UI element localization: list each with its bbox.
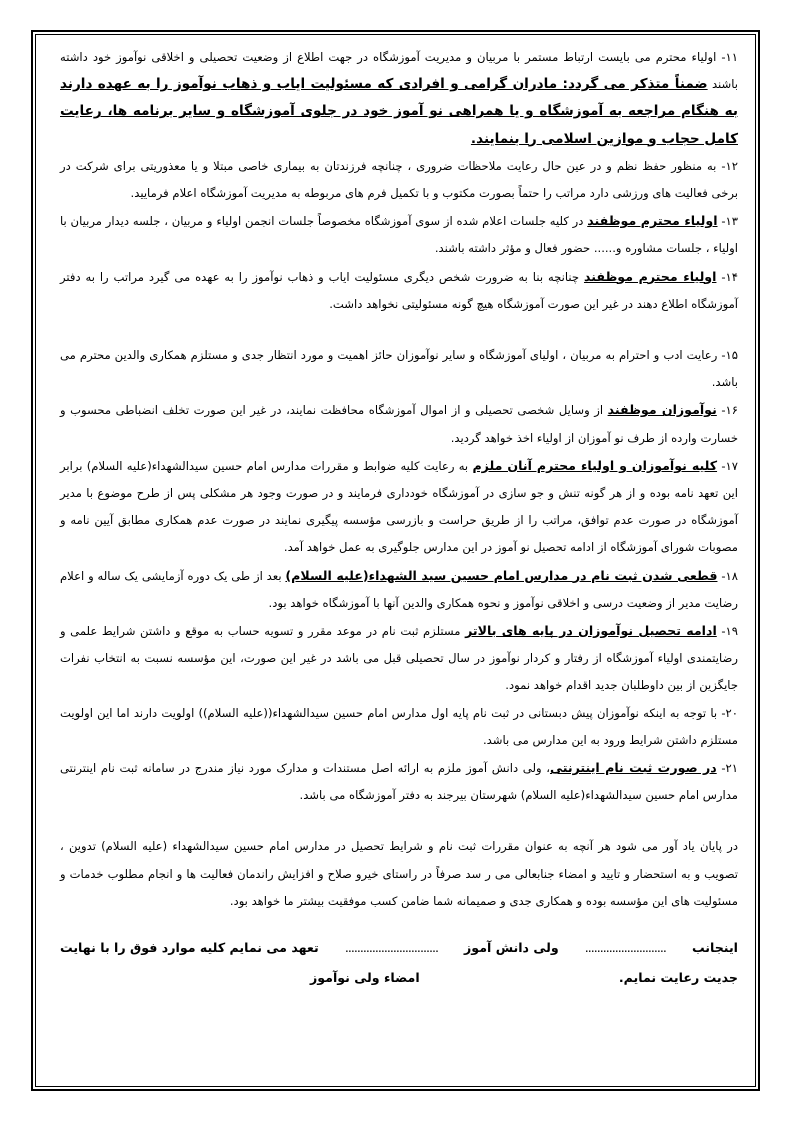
item-14-number: ۱۴- [716,269,738,284]
item-17-text: به رعایت کلیه ضوابط و مقررات مدارس امام حسین سیدالشهداء(علیه السلام) برابر این تعهد نامه بوده و از هر گونه تنش و جو سازی در آموزشگاه خودداری فرمایند و در صورت وجود هر مشکلی پس از طرح موضوع با مدیر آموزشگاه در صورت عدم توافق، مراتب را از طریق حراست و بازرسی مؤسسه پیگیری نمایند در صورت عدم همکاری مطابق آیین نامه و مصوبات شورای آموزشگاه از ادامه تحصیل نو آموز در این مدارس جلوگیری به عمل خواهد آمد. [60,458,738,555]
signature-intro: اینجانب [691,940,738,956]
item-18-highlight: قطعی شدن ثبت نام در مدارس امام حسین سید الشهداء(علیه السلام) [285,567,718,583]
item-19-highlight: ادامه تحصیل نوآموزان در پایه های بالاتر [465,623,717,639]
item-16-text: از وسایل شخصی تحصیلی و از اموال آموزشگاه محافظت نمایند، در غیر این صورت تخلف انضباطی محسوب و خسارت وارده از طرف نو آموزان از اولیاء اخذ خواهد گردید. [60,403,738,445]
item-21 [60,754,738,809]
signature-commitment: تعهد می نمایم کلیه موارد فوق را با نهایت [60,940,319,956]
item-14 [60,263,738,318]
closing-paragraph: در پایان یاد آور می شود هر آنچه به عنوان مقررات ثبت نام و شرایط تحصیل در مدارس امام حسین سیدالشهداء (علیه السلام) تدوین ، تصویب و به استحضار و تایید و امضاء جنابعالی می ر سد صرفاً در راستای خیرو صلاح و افزایش راندمان فعالیت ها و انجام مطلوب خدمات و مسئولیت های این مؤسسه بوده و همکاری جدی و صمیمانه شما ضامن کسب موفقیت بیشتر ما خواهد بود. [60,839,738,908]
item-11-text: ۱۱- اولیاء محترم می بایست ارتباط مستمر با مربیان و مدیریت آموزشگاه در جهت اطلاع از وضعیت تحصیلی و اخلاقی نوآموز خود داشته باشند [60,50,738,92]
item-16 [60,396,738,451]
item-18 [60,562,738,617]
item-13-number: ۱۳- [717,214,738,229]
item-19 [60,617,738,700]
item-15-text: ۱۵- رعایت ادب و احترام به مربیان ، اولیای آموزشگاه و سایر نوآموزان حائز اهمیت و مورد انتظار جدی و مستلزم همکاری والدین محترم می باشد. [60,348,738,390]
item-17-highlight: کلیه نوآموزان و اولیاء محترم آنان ملزم [472,457,718,473]
item-13-highlight: اولیاء محترم موظفند [587,213,718,229]
item-17 [60,452,738,562]
signature-line-1 [60,933,738,963]
item-14-highlight: اولیاء محترم موظفند [583,268,717,284]
regulations-document [60,44,738,993]
item-16-number: ۱۶- [716,403,738,418]
item-18-number: ۱۸- [717,568,738,583]
item-19-text: مستلزم ثبت نام در موعد مقرر و تسویه حساب به موقع و داشتن شرایط علمی و رضایتمندی اولیاء آموزشگاه از رفتار و کردار نوآموز در سال تحصیلی قبل می باشد در غیر این صورت، این مؤسسه نسبت به انتخاب نفرات جایگزین از بین داوطلبان جدید اقدام خواهد نمود. [60,624,738,693]
guardian-signature-label: امضاء ولی نوآموز [310,970,420,986]
item-13-text: در کلیه جلسات اعلام شده از سوی آموزشگاه مخصوصاً جلسات انجمن اولیاء و مربیان ، جلسه دیدار مربیان با اولیاء ، جلسات مشاوره و...... حضور فعال و مؤثر داشته باشند. [60,214,738,256]
item-12 [60,153,738,207]
item-12-text: ۱۲- به منظور حفظ نظم و در عین حال رعایت ملاحظات ضروری ، چنانچه فرزندتان به بیماری خاصی مبتلا و یا معذوریتی برای شرکت در برخی فعالیت های ورزشی دارد مراتب را حتماً بصورت مکتوب و با تکمیل فرم های مربوطه به مدیریت آموزشگاه اعلام فرمایید. [60,158,738,201]
item-18-text: بعد از طی یک دوره آزمایشی یک ساله و اعلام رضایت مدیر از وضعیت درسی و اخلاقی نوآموز و نحوه همکاری والدین آنها با آموزشگاه خواهد بود. [60,568,738,610]
item-15 [60,342,738,396]
name-blank: ........................... [584,940,666,956]
item-21-text: ، ولی دانش آموز ملزم به ارائه اصل مستندات و مدارک مورد نیاز مندرج در سامانه ثبت نام اینترنتی مدارس امام حسین سیدالشهداء(علیه السلام) شهرستان بیرجند به دفتر آموزشگاه می باشد. [60,761,738,803]
item-16-highlight: نوآموزان موظفند [607,402,717,418]
student-name-blank: ............................... [344,940,438,956]
item-20-text: ۲۰- با توجه به اینکه نوآموزان پیش دبستانی در ثبت نام پایه اول مدارس امام حسین سیدالشهداء((علیه السلام)) اولویت دارند اما این اولویت مستلزم داشتن شرایط ورود به این مدارس می باشد. [60,705,738,747]
item-20 [60,700,738,754]
signature-line-2 [60,963,738,993]
item-14-text: چنانچه بنا به ضرورت شخص دیگری مسئولیت ایاب و ذهاب نوآموز را به عهده می گیرد مراتب را به دفتر آموزشگاه اطلاع دهند در غیر این صورت آموزشگاه هیچ گونه مسئولیتی نخواهد داشت. [60,269,738,311]
item-11 [60,44,738,153]
signature-guardian-of: ولی دانش آموز [464,940,559,956]
item-17-number: ۱۷- [717,458,738,473]
signature-block [60,933,738,993]
item-11-emphasis: ضمناً متذکر می گردد: مادران گرامی و افرادی که مسئولیت ایاب و ذهاب نوآموز را به عهده دارند به هنگام مراجعه به آموزشگاه و یا همراهی نو آموز خود در جلوی آموزشگاه و سایر برنامه ها، رعایت کامل حجاب و موازین اسلامی را بنمایند. [60,76,738,147]
item-13 [60,207,738,262]
signature-commitment-end: جدیت رعایت نمایم. [618,970,738,986]
item-21-highlight: در صورت ثبت نام اینترنتی [549,760,717,776]
item-19-number: ۱۹- [716,624,738,639]
item-21-number: ۲۱- [716,761,738,776]
